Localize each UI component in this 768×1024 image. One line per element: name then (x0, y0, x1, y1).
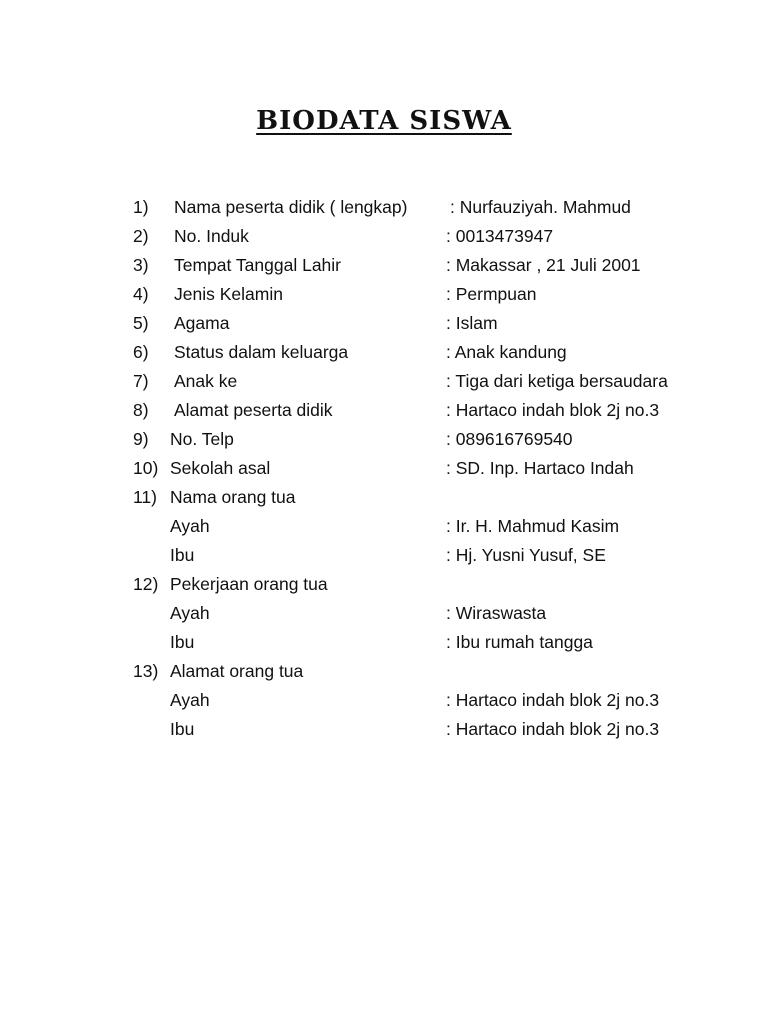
item-value: : SD. Inp. Hartaco Indah (446, 458, 634, 478)
item-number: 9) (133, 429, 149, 449)
list-item (0, 628, 768, 657)
list-item (0, 367, 768, 396)
list-item (0, 541, 768, 570)
item-label: Nama orang tua (170, 487, 296, 507)
page-title-text: BIODATA SISWA (256, 106, 512, 136)
list-item (0, 309, 768, 338)
item-number: 13) (133, 661, 159, 681)
list-item (0, 686, 768, 715)
item-label: Alamat orang tua (170, 661, 304, 681)
item-number: 11) (133, 487, 157, 507)
item-number: 4) (133, 284, 149, 304)
item-value: : Permpuan (446, 284, 537, 304)
item-value: : Islam (446, 313, 498, 333)
list-item (0, 396, 768, 425)
list-item (0, 338, 768, 367)
item-label: Anak ke (174, 371, 238, 391)
item-label: No. Telp (170, 429, 234, 449)
item-number: 2) (133, 226, 149, 246)
item-label: Pekerjaan orang tua (170, 574, 328, 594)
item-value: : Nurfauziyah. Mahmud (450, 197, 631, 217)
item-label: Ayah (170, 516, 210, 536)
item-value: : Hartaco indah blok 2j no.3 (446, 400, 660, 420)
item-label: Sekolah asal (170, 458, 271, 478)
list-item (0, 193, 768, 222)
list-item (0, 599, 768, 628)
item-value: : Hartaco indah blok 2j no.3 (446, 690, 660, 710)
item-label: Ibu (170, 632, 195, 652)
item-number: 3) (133, 255, 149, 275)
item-number: 7) (133, 371, 149, 391)
item-value: : Hj. Yusni Yusuf, SE (446, 545, 606, 565)
item-value: : Anak kandung (446, 342, 567, 362)
list-item (0, 715, 768, 744)
list-item (0, 222, 768, 251)
list-item (0, 454, 768, 483)
list-item (0, 251, 768, 280)
item-label: Ayah (170, 690, 210, 710)
item-number: 10) (133, 458, 159, 478)
item-label: Nama peserta didik ( lengkap) (174, 197, 408, 217)
item-label: Status dalam keluarga (174, 342, 349, 362)
item-value: : Ir. H. Mahmud Kasim (446, 516, 620, 536)
item-label: Ibu (170, 545, 195, 565)
biodata-list (0, 193, 768, 744)
item-number: 1) (133, 197, 149, 217)
item-value: : Makassar , 21 Juli 2001 (446, 255, 641, 275)
list-item (0, 280, 768, 309)
item-label: No. Induk (174, 226, 249, 246)
item-label: Jenis Kelamin (174, 284, 283, 304)
item-label: Ibu (170, 719, 195, 739)
page-title (0, 100, 768, 137)
list-item (0, 425, 768, 454)
item-label: Agama (174, 313, 230, 333)
item-value: : Hartaco indah blok 2j no.3 (446, 719, 660, 739)
item-value: : 0013473947 (446, 226, 554, 246)
list-item (0, 570, 768, 599)
list-item (0, 512, 768, 541)
item-value: : Ibu rumah tangga (446, 632, 593, 652)
item-number: 6) (133, 342, 149, 362)
item-number: 5) (133, 313, 149, 333)
item-number: 12) (133, 574, 159, 594)
item-label: Tempat Tanggal Lahir (174, 255, 342, 275)
item-number: 8) (133, 400, 149, 420)
list-item (0, 657, 768, 686)
item-value: : Wiraswasta (446, 603, 547, 623)
item-value: : 089616769540 (446, 429, 573, 449)
item-label: Ayah (170, 603, 210, 623)
item-label: Alamat peserta didik (174, 400, 333, 420)
list-item (0, 483, 768, 512)
item-value: : Tiga dari ketiga bersaudara (446, 371, 668, 391)
